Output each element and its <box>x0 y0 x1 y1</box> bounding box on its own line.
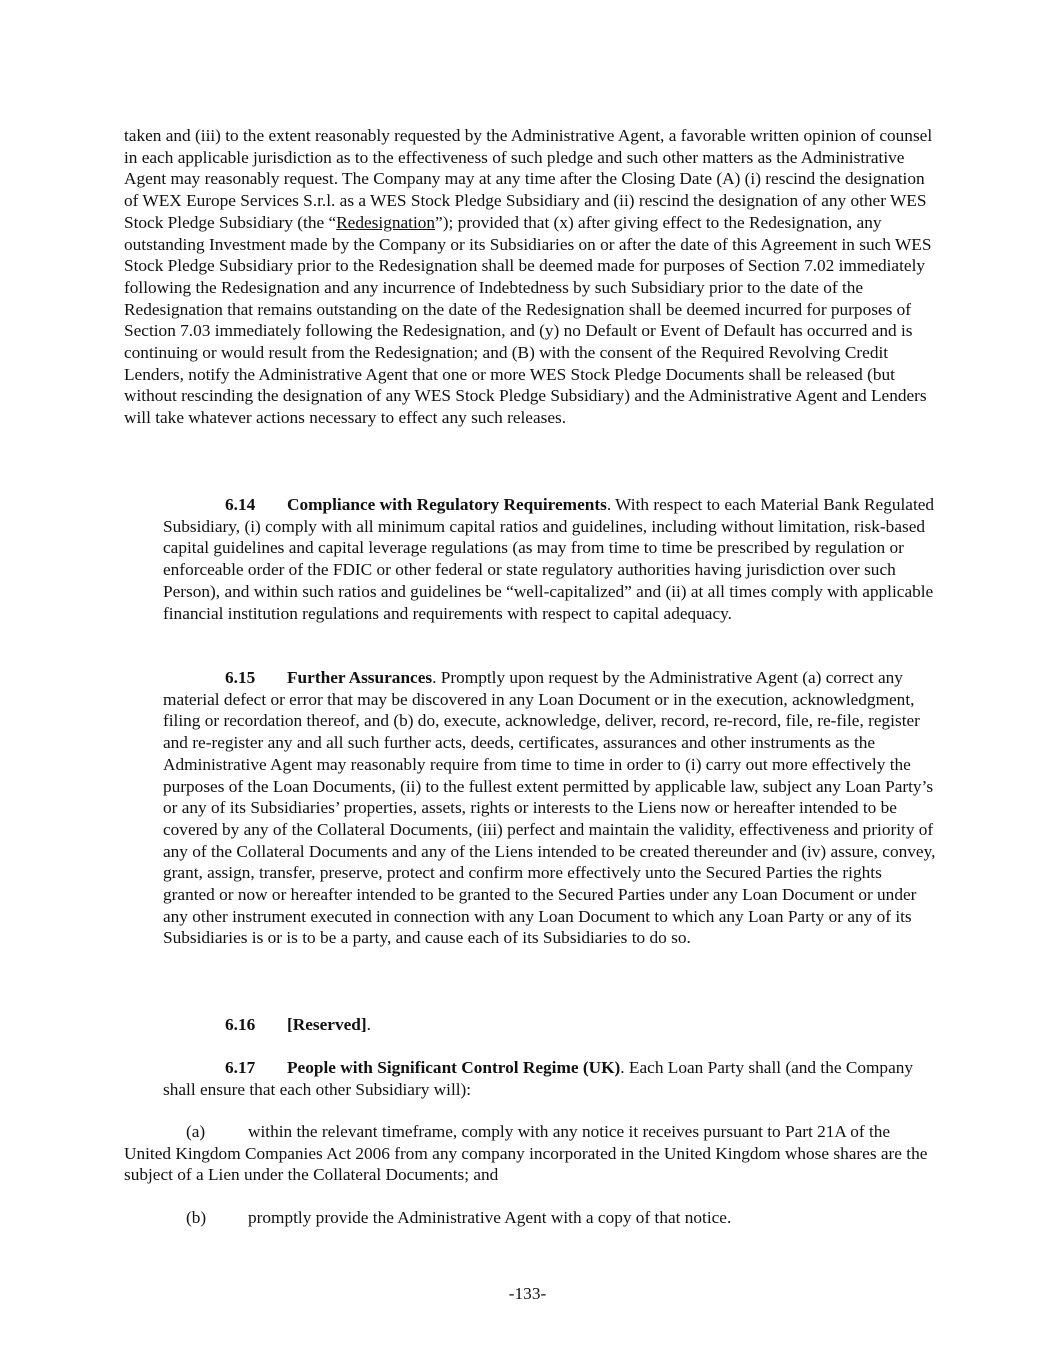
clause-text: within the relevant timeframe, comply with any notice it receives pursuant to Part 21A of the United Kingdom Companies Act 2006 from any company incorporated in the United Kingdom whose shares are the subject of a Lien under the Collateral Documents; and <box>124 1122 928 1185</box>
section-body: . Promptly upon request by the Administrative Agent (a) correct any material defect or error that may be discovered in any Loan Document or in the execution, acknowledgment, filing or recordation thereof, and (b) do, execute, acknowledge, deliver, record, re-record, file, re-file, register and re-register any and all such further acts, deeds, certificates, assurances and other instruments as the Administrative Agent may reasonably require from time to time in order to (i) carry out more effectively the purposes of the Loan Documents, (ii) to the fullest extent permitted by applicable law, subject any Loan Party’s or any of its Subsidiaries’ properties, assets, rights or interests to the Liens now or hereafter intended to be covered by any of the Collateral Documents, (iii) perfect and maintain the validity, effectiveness and priority of any of the Collateral Documents and any of the Liens intended to be created thereunder and (iv) assure, convey, grant, assign, transfer, preserve, protect and confirm more effectively unto the Secured Parties the rights granted or now or hereafter intended to be granted to the Secured Parties under any Loan Document or under any other instrument executed in connection with any Loan Document to which any Loan Party or any of its Subsidiaries is or is to be a party, and cause each of its Subsidiaries to do so. <box>163 668 936 948</box>
section-number: 6.15 <box>225 668 256 687</box>
section-title: Further Assurances <box>287 668 433 687</box>
section-6-14 <box>163 494 936 624</box>
section-title: [Reserved] <box>287 1015 367 1034</box>
page-number: -133- <box>508 1284 547 1303</box>
section-body: . With respect to each Material Bank Regulated Subsidiary, (i) comply with all minimum capital ratios and guidelines, including without limitation, risk-based capital guidelines and capital leverage regulations (as may from time to time be prescribed by regulation or enforceable order of the FDIC or other federal or state regulatory authorities having jurisdiction over such Person), and within such ratios and guidelines be “well-capitalized” and (ii) at all times comply with applicable financial institution regulations and requirements with respect to capital adequacy. <box>163 495 935 623</box>
clause-item-b <box>124 1207 936 1229</box>
clause-label: (a) <box>186 1122 206 1141</box>
section-number: 6.17 <box>225 1058 256 1077</box>
section-body: . Each Loan Party shall (and the Company shall ensure that each other Subsidiary will): <box>163 1058 914 1099</box>
clause-item-a <box>124 1121 936 1186</box>
section-6-16 <box>163 1014 936 1036</box>
continuation-text-after: ”); provided that (x) after giving effect to the Redesignation, any outstanding Investment made by the Company or its Subsidiaries on or after the date of this Agreement in such WES Stock Pledge Subsidiary prior to the Redesignation shall be deemed made for purposes of Section 7.02 immediately following the Redesignation and any incurrence of Indebtedness by such Subsidiary prior to the date of the Redesignation that remains outstanding on the date of the Redesignation shall be deemed incurred for purposes of Section 7.03 immediately following the Redesignation, and (y) no Default or Event of Default has occurred and is continuing or would result from the Redesignation; and (B) with the consent of the Required Revolving Credit Lenders, notify the Administrative Agent that one or more WES Stock Pledge Documents shall be released (but without rescinding the designation of any WES Stock Pledge Subsidiary) and the Administrative Agent and Lenders will take whatever actions necessary to effect any such releases. <box>124 212 932 428</box>
section-6-17 <box>163 1057 936 1100</box>
continuation-text-before: taken and (iii) to the extent reasonably requested by the Administrative Agent, a favorable written opinion of counsel in each applicable jurisdiction as to the effectiveness of such pledge and such other matters as the Administrative Agent may reasonably request. The Company may at any time after the Closing Date (A) (i) rescind the designation of WEX Europe Services S.r.l. as a WES Stock Pledge Subsidiary and (ii) rescind the designation of any other WES Stock Pledge Subsidiary (the “ <box>124 126 933 232</box>
section-title: Compliance with Regulatory Requirements <box>287 495 607 514</box>
defined-term-redesignation: Redesignation <box>336 212 436 232</box>
section-number: 6.16 <box>225 1015 256 1034</box>
section-title: People with Significant Control Regime (UK) <box>287 1058 621 1077</box>
clause-text: promptly provide the Administrative Agent with a copy of that notice. <box>248 1208 732 1227</box>
section-body: . <box>366 1015 371 1034</box>
continuation-paragraph <box>124 125 936 429</box>
section-6-15 <box>163 667 936 949</box>
clause-label: (b) <box>186 1208 207 1227</box>
section-number: 6.14 <box>225 495 256 514</box>
